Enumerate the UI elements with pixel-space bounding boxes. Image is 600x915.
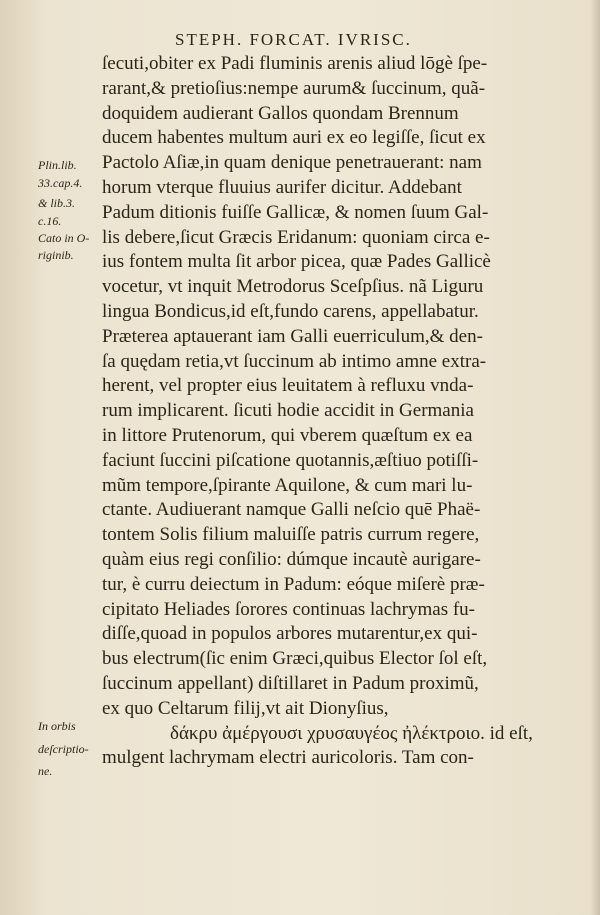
text-line: vocetur, vt inquit Metrodorus Sceſpſius. nã Liguru bbox=[102, 276, 484, 298]
text-line: ſa quędam retia,vt ſuccinum ab intimo amne extra- bbox=[102, 350, 487, 372]
text-line: lis debere,ſicut Græcis Eridanum: quoniam circa e- bbox=[102, 226, 490, 248]
margin-note: c.16. bbox=[38, 214, 62, 228]
text-line: quàm eius regi conſilio: dúmque incautè aurigare- bbox=[102, 548, 481, 570]
body-text bbox=[102, 52, 572, 771]
margin-note: In orbis bbox=[38, 719, 76, 733]
text-line: rarant,& pretioſius:nempe aurum& ſuccinum, quã- bbox=[102, 77, 486, 99]
text-line: herent, vel propter eius leuitatem à refluxu vnda- bbox=[102, 375, 474, 397]
text-line: ius fontem multa ſit arbor picea, quæ Pades Gallicè bbox=[102, 251, 491, 273]
margin-note: ne. bbox=[38, 764, 53, 778]
text-line: tur, è curru deiectum in Padum: eóque miſerè præ- bbox=[102, 573, 485, 595]
margin-note: Cato in O- bbox=[38, 231, 90, 245]
text-line: cipitato Heliades ſorores continuas lachrymas fu- bbox=[102, 598, 476, 620]
text-line: in littore Prutenorum, qui vberem quæſtum ex ea bbox=[102, 424, 473, 446]
margin-note: deſcriptio- bbox=[38, 742, 89, 756]
text-line: ex quo Celtarum filij,vt ait Dionyſius, bbox=[102, 697, 389, 719]
text-line: ſuccinum appellant) diſtillaret in Padum proximũ, bbox=[102, 672, 479, 694]
margin-note: 33.cap.4. bbox=[38, 176, 83, 190]
text-line: Pactolo Aſiæ,in quam denique penetrauerant: nam bbox=[102, 152, 482, 174]
text-line: Padum ditionis fuiſſe Gallicæ, & nomen ſuum Gal- bbox=[102, 201, 489, 223]
text-line: diſſe,quoad in populos arbores mutarentur,ex qui- bbox=[102, 623, 478, 645]
text-line: ſecuti,obiter ex Padi fluminis arenis aliud lōgè ſpe- bbox=[102, 53, 488, 74]
text-line: horum vterque fluuius aurifer dicitur. Addebant bbox=[102, 176, 462, 198]
text-line: bus electrum(ſic enim Græci,quibus Elector ſol eſt, bbox=[102, 648, 488, 670]
page-edge-shadow bbox=[590, 0, 600, 915]
text-line: rum implicarent. ſicuti hodie accidit in Germania bbox=[102, 400, 474, 422]
running-head: STEPH. FORCAT. IVRISC. bbox=[175, 30, 412, 49]
text-line: doquidem audierant Gallos quondam Brennum bbox=[102, 102, 459, 124]
text-line: mũm tempore,ſpirante Aquilone, & cum mari lu- bbox=[102, 474, 473, 496]
text-line: Præterea aptauerant iam Galli euerriculum,& den- bbox=[102, 325, 483, 347]
text-line: ctante. Audiuerant namque Galli neſcio quē Phaë- bbox=[102, 499, 481, 521]
text-line: tontem Solis filium maluiſſe patris currum regere, bbox=[102, 524, 480, 546]
greek-quote-line: δάκρυ ἀμέργουσι χρυσαυγέος ἠλέκτροιο. id eſt, bbox=[170, 722, 533, 744]
text-line: faciunt ſuccini piſcatione quotannis,æſtiuo potiſſi- bbox=[102, 449, 479, 471]
text-line: ducem habentes multum auri ex eo legiſſe, ſicut ex bbox=[102, 127, 486, 149]
margin-note: Plin.lib. bbox=[38, 158, 77, 172]
text-line: lingua Bondicus,id eſt,fundo carens, appellabatur. bbox=[102, 300, 479, 322]
margin-note: riginib. bbox=[38, 248, 74, 262]
margin-note: & lib.3. bbox=[38, 196, 76, 210]
text-line: mulgent lachrymam electri auricoloris. Tam con- bbox=[102, 747, 474, 769]
